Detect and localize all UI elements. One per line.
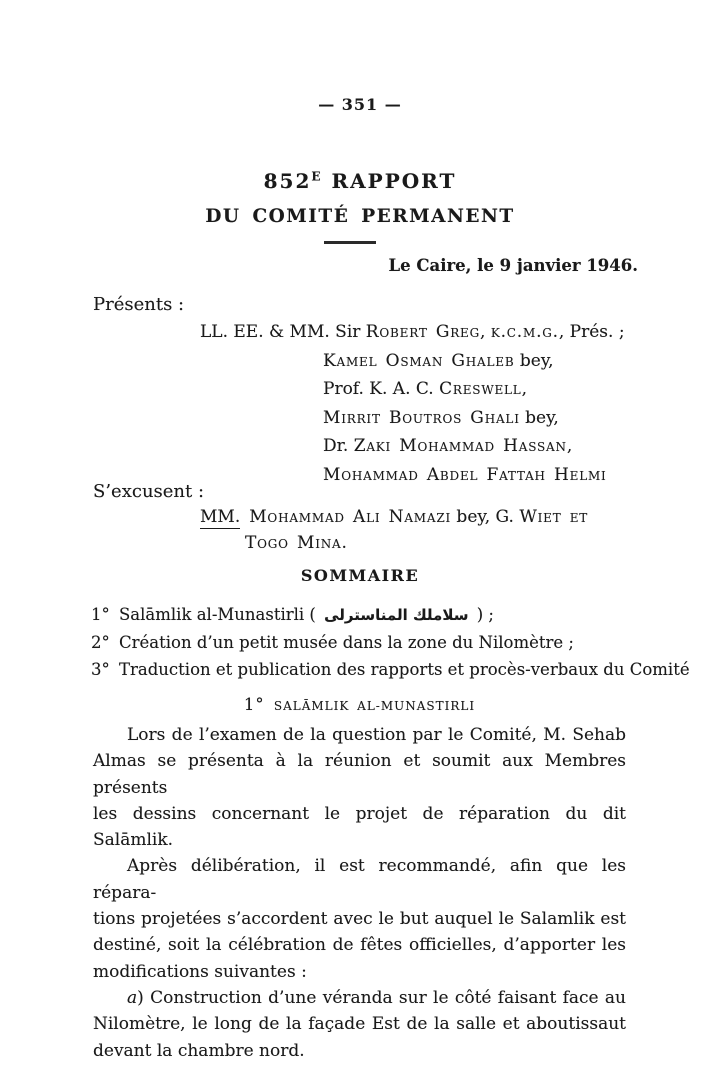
attendee-name: Kamel Osman Ghaleb <box>323 350 515 371</box>
sommaire-item <box>91 656 690 683</box>
paragraph-line: Après délibération, il est recommandé, afin que les répara- <box>93 856 626 903</box>
attendee-name: Zaki Mohammad Hassan <box>353 436 567 456</box>
attendee-line <box>323 347 625 376</box>
item-number: 3° <box>91 660 110 679</box>
attendee-name: Mirrit Boutros Ghali <box>323 407 520 428</box>
attendee-name: Mohammad Abdel Fattah Helmi <box>323 464 607 485</box>
paragraph-line: Almas se présenta à la réunion et soumit aux Membres présents <box>93 751 626 798</box>
attendee-prefix: LL. EE. & MM. Sir <box>200 322 366 342</box>
presents-list <box>200 318 625 489</box>
attendee-suffix: bey, <box>519 407 559 428</box>
sommaire-list <box>91 601 690 683</box>
item-text: Création d’un petit musée dans la zone du Nilomètre ; <box>119 633 574 652</box>
paragraph-line: les dessins concernant le projet de réparation du dit Salāmlik. <box>93 803 626 851</box>
attendee-separator: , <box>480 322 491 342</box>
section-heading <box>93 695 626 714</box>
section-number: 1° <box>243 695 274 714</box>
attendee-suffix: bey, <box>514 350 554 371</box>
attendee-honors: k.c.m.g. <box>490 322 559 342</box>
divider-rule <box>324 241 376 244</box>
attendee-suffix: , <box>521 379 527 399</box>
item-text: Salāmlik al-Munastirli ( <box>119 605 322 624</box>
excused-list <box>200 504 588 556</box>
list-item-marker: a <box>127 987 138 1008</box>
page-number: — 351 — <box>318 95 402 114</box>
excused-line <box>200 504 588 530</box>
attendee-line <box>323 375 625 404</box>
paragraph-line: destiné, soit la célébration de fêtes officielles, d’apporter les <box>93 935 626 956</box>
paragraph-line: tions projetées s’accordent avec le but auquel le Salamlik est <box>93 909 626 930</box>
item-text: Traduction et publication des rapports et procès-verbaux du Comité <box>119 660 690 679</box>
report-title <box>0 169 720 193</box>
attendee-line <box>323 404 625 433</box>
paragraph-line-text: ) Construction d’une véranda sur le côté faisant face au <box>137 987 626 1008</box>
item-number: 1° <box>91 605 110 624</box>
paragraph-line: Lors de l’examen de la question par le Comité, M. Sehab <box>127 725 626 745</box>
excused-name: Togo Mina <box>245 533 342 553</box>
excused-name: Mohammad Ali Namazi <box>249 507 452 527</box>
report-number: 852 <box>263 169 312 193</box>
section-title: Salāmlik al-Munastirli <box>273 695 476 714</box>
report-word: RAPPORT <box>331 169 457 193</box>
attendee-prefix: Prof. K. A. C. <box>323 379 440 399</box>
attendee-name: Creswell <box>439 379 522 399</box>
attendee-line <box>200 318 625 347</box>
arabic-title: سلاملك المناسترلى <box>324 606 469 624</box>
attendee-suffix: , <box>566 436 573 456</box>
attendee-name: Robert Greg <box>365 322 481 342</box>
item-number: 2° <box>91 633 110 652</box>
paragraph-line <box>93 985 626 1011</box>
excused-separator: bey, G. <box>451 507 520 527</box>
excused-line <box>245 530 588 556</box>
excused-prefix: MM. <box>200 507 241 527</box>
attendee-prefix: Dr. <box>323 436 354 456</box>
attendee-suffix: , Prés. ; <box>558 322 625 342</box>
excused-suffix: . <box>341 533 347 553</box>
report-subtitle: DU COMITÉ PERMANENT <box>205 206 515 227</box>
sommaire-item <box>91 601 690 629</box>
item-text: ) ; <box>471 605 494 624</box>
presents-label: Présents : <box>93 294 185 315</box>
paragraph-line: Nilomètre, le long de la façade Est de la salle et aboutissaut <box>93 1014 626 1035</box>
attendee-line <box>323 461 625 490</box>
sommaire-item <box>91 629 690 656</box>
paragraph-line: devant la chambre nord. <box>93 1040 305 1061</box>
attendee-line <box>323 432 625 461</box>
report-number-ordinal: E <box>311 169 322 184</box>
excused-label: S’excusent : <box>93 481 205 502</box>
paragraph-line: modifications suivantes : <box>93 961 307 982</box>
excused-name: Wiet et <box>519 507 589 527</box>
sommaire-heading: SOMMAIRE <box>300 566 420 585</box>
dateline: Le Caire, le 9 janvier 1946. <box>388 256 638 275</box>
body-text <box>93 722 626 1064</box>
